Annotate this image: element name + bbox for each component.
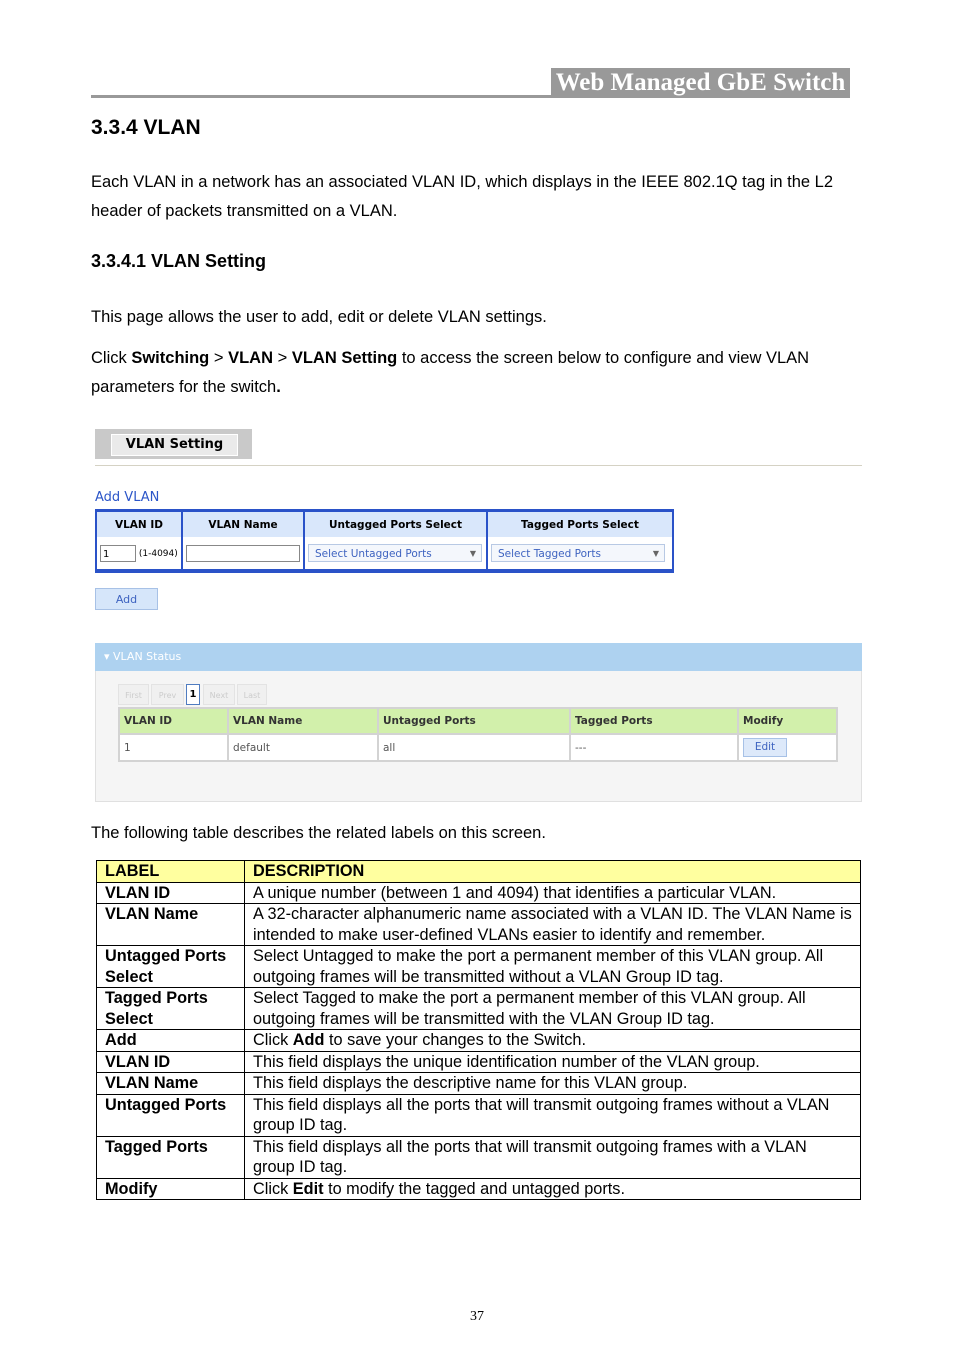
subsection-para2 bbox=[91, 344, 866, 402]
status-header-vlan-id: VLAN ID bbox=[119, 708, 228, 734]
header-rule bbox=[91, 95, 551, 98]
para2-bold-vlan: VLAN bbox=[228, 349, 273, 367]
edit-button[interactable]: Edit bbox=[743, 738, 787, 757]
add-header-tagged: Tagged Ports Select bbox=[487, 511, 673, 538]
add-header-vlan-name: VLAN Name bbox=[182, 511, 304, 538]
add-vlan-title: Add VLAN bbox=[95, 490, 160, 505]
status-cell-id: 1 bbox=[119, 734, 228, 761]
status-cell-tagged: --- bbox=[570, 734, 738, 761]
row-label: VLAN ID bbox=[97, 882, 245, 904]
vlan-id-range: (1-4094) bbox=[138, 548, 178, 559]
row-label: Untagged Ports bbox=[97, 1094, 245, 1136]
row-label: Modify bbox=[97, 1178, 245, 1200]
row-description: A unique number (between 1 and 4094) that identifies a particular VLAN. bbox=[245, 882, 861, 904]
vlan-status-title[interactable] bbox=[104, 650, 181, 663]
row-description: Select Untagged to make the port a permanent member of this VLAN group. All outgoing frames will be transmitted without a VLAN Group ID tag. bbox=[245, 946, 861, 988]
pager-first-button[interactable]: First bbox=[118, 684, 149, 705]
page-number: 37 bbox=[470, 1309, 484, 1324]
table-intro: The following table describes the related labels on this screen. bbox=[91, 824, 546, 842]
status-header-vlan-name: VLAN Name bbox=[228, 708, 378, 734]
vlan-status-table bbox=[118, 707, 838, 762]
vlan-setting-tab[interactable]: VLAN Setting bbox=[111, 434, 238, 456]
para2-post: to access the screen below to configure and view VLAN parameters for the switch bbox=[91, 349, 810, 396]
pager-next-button[interactable]: Next bbox=[203, 684, 235, 705]
section-intro: Each VLAN in a network has an associated VLAN ID, which displays in the IEEE 802.1Q tag in the L2 header of packets transmitted on a VLAN. bbox=[91, 173, 834, 220]
table-row bbox=[119, 734, 837, 761]
section-title: 3.3.4 VLAN bbox=[91, 116, 201, 139]
label-description-table bbox=[96, 860, 861, 1200]
row-description: This field displays all the ports that will transmit outgoing frames with a VLAN group ID tag. bbox=[245, 1136, 861, 1178]
status-header-tagged: Tagged Ports bbox=[570, 708, 738, 734]
vlan-name-input[interactable] bbox=[186, 545, 300, 562]
desc-pre: Click bbox=[253, 1179, 293, 1198]
row-label: VLAN Name bbox=[97, 1073, 245, 1095]
table-row bbox=[97, 1136, 861, 1178]
table-row bbox=[97, 1051, 861, 1073]
para2-pre: Click bbox=[91, 349, 132, 367]
add-header-untagged: Untagged Ports Select bbox=[304, 511, 487, 538]
row-label: Tagged Ports bbox=[97, 1136, 245, 1178]
status-header-modify: Modify bbox=[738, 708, 837, 734]
pager-last-button[interactable]: Last bbox=[237, 684, 267, 705]
desc-post: to save your changes to the Switch. bbox=[324, 1031, 587, 1049]
desc-header-description: DESCRIPTION bbox=[245, 861, 861, 883]
row-label: VLAN ID bbox=[97, 1051, 245, 1073]
row-label: Add bbox=[97, 1030, 245, 1052]
row-label: Untagged Ports Select bbox=[97, 946, 245, 988]
para2-bold-switching: Switching bbox=[131, 349, 210, 367]
untagged-select-cell bbox=[304, 537, 487, 571]
table-row bbox=[97, 882, 861, 904]
para2-bold-vlan-setting: VLAN Setting bbox=[291, 349, 398, 367]
status-cell-modify bbox=[738, 734, 837, 761]
chevron-down-icon: ▼ bbox=[652, 549, 659, 558]
status-cell-untagged: all bbox=[378, 734, 570, 761]
tagged-select-cell bbox=[487, 537, 673, 571]
table-row bbox=[97, 1073, 861, 1095]
collapse-icon: ▾ bbox=[104, 650, 114, 663]
table-row bbox=[97, 904, 861, 946]
desc-header-label: LABEL bbox=[97, 861, 245, 883]
para2-end: . bbox=[276, 378, 281, 396]
row-description: This field displays all the ports that will transmit outgoing frames without a VLAN group ID tag. bbox=[245, 1094, 861, 1136]
desc-bold: Add bbox=[292, 1031, 325, 1049]
untagged-ports-select[interactable] bbox=[308, 544, 482, 562]
para2-sep1: > bbox=[209, 349, 229, 367]
row-description bbox=[245, 1030, 861, 1052]
pager-current-page[interactable]: 1 bbox=[186, 684, 200, 705]
table-row bbox=[97, 988, 861, 1030]
vlan-status-label: VLAN Status bbox=[113, 650, 182, 663]
row-label: Tagged Ports Select bbox=[97, 988, 245, 1030]
add-vlan-table bbox=[95, 509, 674, 573]
status-cell-name: default bbox=[228, 734, 378, 761]
row-description: This field displays the unique identification number of the VLAN group. bbox=[245, 1051, 861, 1073]
para2-sep2: > bbox=[273, 349, 292, 367]
subsection-para1: This page allows the user to add, edit or delete VLAN settings. bbox=[91, 308, 547, 326]
tagged-ports-placeholder: Select Tagged Ports bbox=[498, 548, 601, 560]
table-row bbox=[97, 946, 861, 988]
desc-post: to modify the tagged and untagged ports. bbox=[323, 1179, 625, 1198]
chevron-down-icon: ▼ bbox=[469, 549, 476, 558]
vlan-id-cell bbox=[96, 537, 182, 571]
add-header-vlan-id: VLAN ID bbox=[96, 511, 182, 538]
subsection-title: 3.3.4.1 VLAN Setting bbox=[91, 251, 267, 271]
tagged-ports-select[interactable] bbox=[491, 544, 665, 562]
desc-pre: Click bbox=[253, 1031, 293, 1049]
vlan-name-cell bbox=[182, 537, 304, 571]
row-description: Select Tagged to make the port a permanent member of this VLAN group. All outgoing frames will be transmitted with the VLAN Group ID tag. bbox=[245, 988, 861, 1030]
untagged-ports-placeholder: Select Untagged Ports bbox=[315, 548, 432, 560]
header-title: Web Managed GbE Switch bbox=[551, 68, 850, 98]
add-button[interactable]: Add bbox=[95, 588, 158, 610]
row-description: A 32-character alphanumeric name associated with a VLAN ID. The VLAN Name is intended to make user-defined VLANs easier to identify and remember. bbox=[245, 904, 861, 946]
vlan-status-bar[interactable] bbox=[95, 643, 862, 671]
desc-bold: Edit bbox=[292, 1179, 324, 1198]
table-row bbox=[97, 1030, 861, 1052]
pager-prev-button[interactable]: Prev bbox=[151, 684, 184, 705]
table-row bbox=[97, 1094, 861, 1136]
vlan-id-input[interactable]: 1 bbox=[100, 545, 136, 562]
row-description: This field displays the descriptive name for this VLAN group. bbox=[245, 1073, 861, 1095]
row-label: VLAN Name bbox=[97, 904, 245, 946]
table-row bbox=[97, 1178, 861, 1200]
status-header-untagged: Untagged Ports bbox=[378, 708, 570, 734]
screenshot-divider bbox=[95, 465, 862, 466]
row-description bbox=[245, 1178, 861, 1200]
